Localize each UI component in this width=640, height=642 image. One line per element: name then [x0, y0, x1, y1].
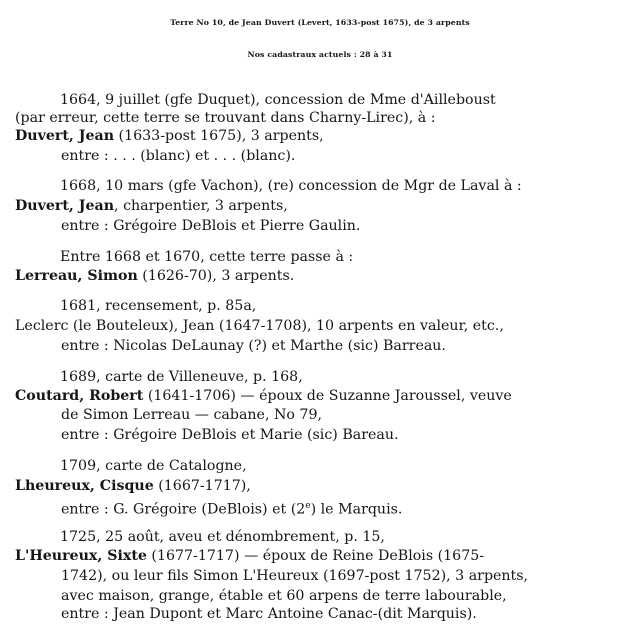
entry-line: 1725, 25 août, aveu et dénombrement, p. 15, — [60, 529, 385, 545]
owner-name: Lerreau, Simon — [15, 268, 138, 284]
owner-name: Duvert, Jean — [15, 198, 115, 214]
entry-line: 1668, 10 mars (gfe Vachon), (re) concession de Mgr de Laval à : — [60, 178, 522, 194]
entry-line — [15, 128, 324, 145]
entry-line: entre : . . . (blanc) et . . . (blanc). — [61, 148, 296, 164]
owner-details: (1677-1717) — époux de Reine DeBlois (1675- — [146, 548, 485, 564]
entry-line — [15, 388, 512, 405]
entry-line — [15, 198, 288, 215]
document-subtitle: Nos cadastraux actuels : 28 à 31 — [247, 50, 393, 59]
document-title: Terre No 10, de Jean Duvert (Levert, 1633-post 1675), de 3 arpents — [170, 18, 470, 27]
owner-name: Lheureux, Cisque — [15, 478, 154, 494]
entry-line: avec maison, grange, étable et 60 arpens de terre labourable, — [61, 588, 507, 604]
owner-details: (1641-1706) — époux de Suzanne Jaroussel, veuve — [143, 388, 512, 404]
owner-details: (1667-1717), — [153, 478, 251, 494]
entry-line: entre : Jean Dupont et Marc Antoine Canac-(dit Marquis). — [61, 606, 477, 622]
entry-line: 1709, carte de Catalogne, — [60, 458, 247, 474]
owner-details: , charpentier, 3 arpents, — [114, 198, 288, 214]
superscript: e — [305, 501, 311, 511]
entry-line: 1664, 9 juillet (gfe Duquet), concession de Mme d'Ailleboust — [60, 92, 496, 108]
entry-line: entre : Grégoire DeBlois et Marie (sic) Bareau. — [61, 427, 399, 443]
entry-line — [15, 548, 484, 565]
owner-details: (1633-post 1675), 3 arpents, — [114, 128, 324, 144]
entry-line: Entre 1668 et 1670, cette terre passe à : — [60, 249, 354, 265]
boundary-text: entre : G. Grégoire (DeBlois) et (2 — [61, 501, 306, 518]
entry-line: 1742), ou leur fils Simon L'Heureux (1697-post 1752), 3 arpents, — [61, 568, 529, 584]
entry-line: (par erreur, cette terre se trouvant dans Charny-Lirec), à : — [15, 110, 436, 126]
boundary-text: ) le Marquis. — [310, 501, 403, 518]
owner-name: Coutard, Robert — [15, 388, 144, 404]
entry-line: entre : Nicolas DeLaunay (?) et Marthe (sic) Barreau. — [61, 338, 446, 354]
entry-line: entre : Grégoire DeBlois et Pierre Gaulin. — [61, 218, 361, 234]
entry-line: 1689, carte de Villeneuve, p. 168, — [60, 369, 303, 385]
owner-details: (1626-70), 3 arpents. — [137, 268, 295, 284]
owner-name: Duvert, Jean — [15, 128, 115, 144]
entry-line: 1681, recensement, p. 85a, — [60, 298, 257, 314]
entry-line — [15, 268, 294, 285]
entry-line — [61, 498, 402, 519]
entry-line — [15, 478, 251, 495]
entry-line: Leclerc (le Bouteleux), Jean (1647-1708), 10 arpents en valeur, etc., — [15, 318, 504, 334]
owner-name: L'Heureux, Sixte — [15, 548, 147, 564]
entry-line: de Simon Lerreau — cabane, No 79, — [61, 407, 322, 423]
